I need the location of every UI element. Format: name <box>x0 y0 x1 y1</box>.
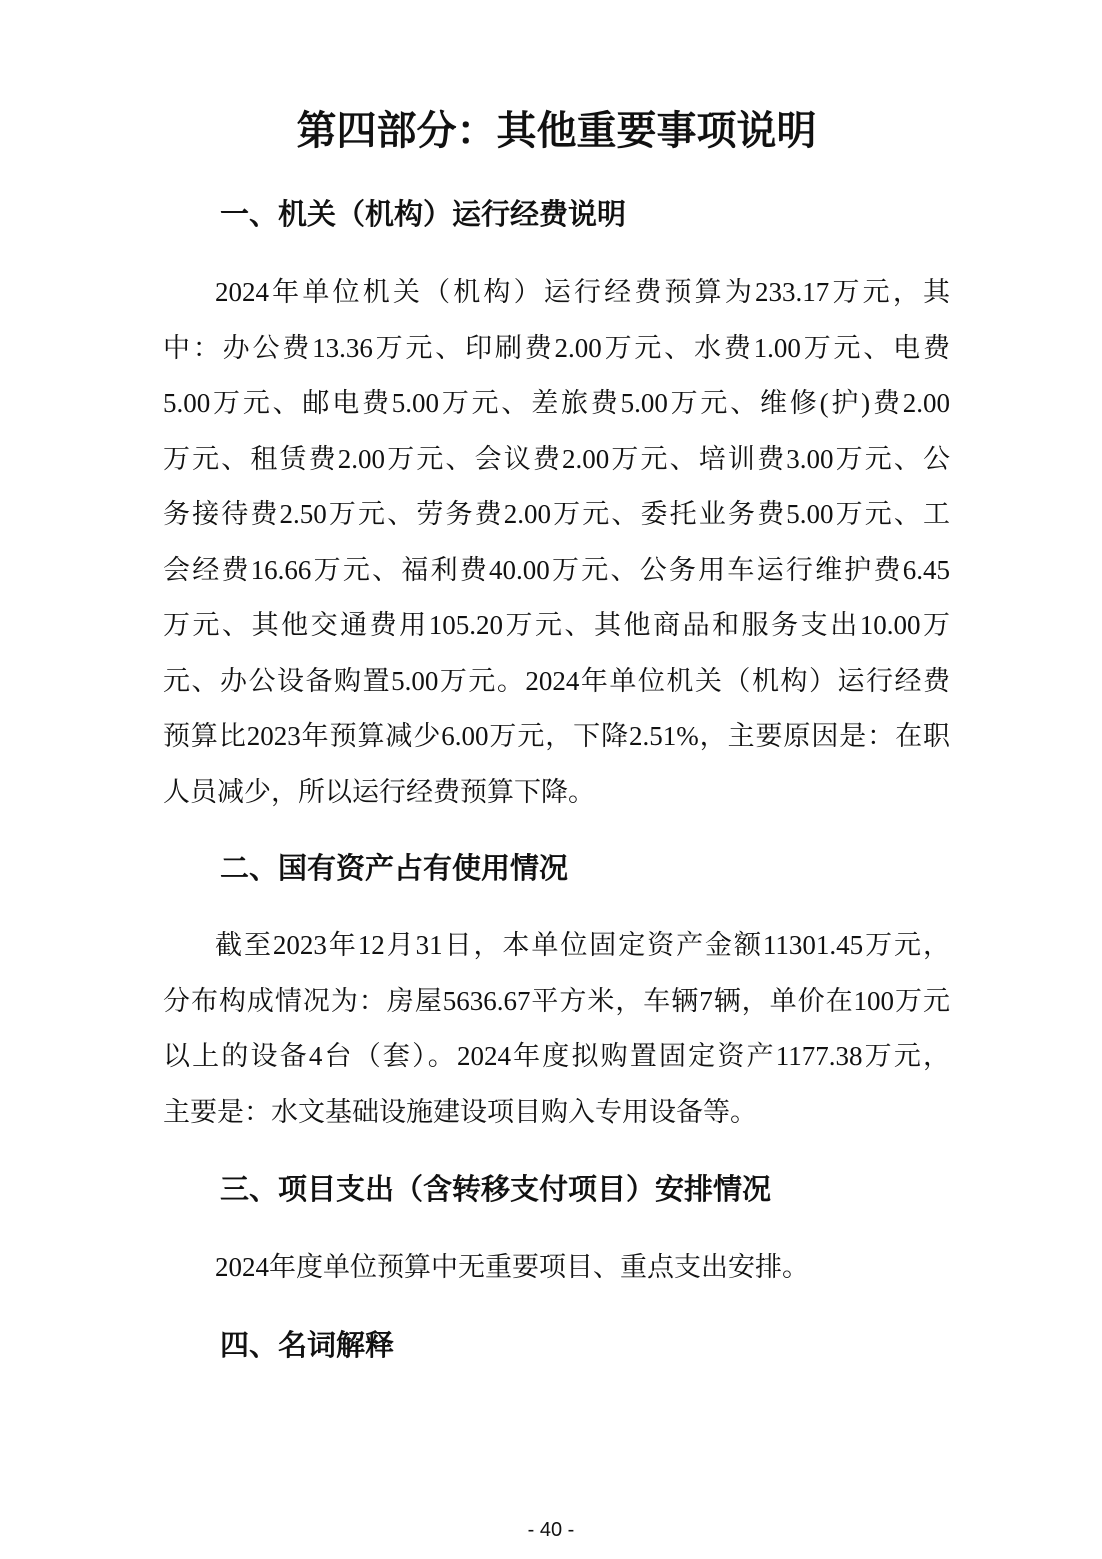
paragraph-line: 分布构成情况为：房屋5636.67平方米，车辆7辆，单价在100万元 <box>163 985 950 1016</box>
section-heading: 一、机关（机构）运行经费说明 <box>220 197 627 231</box>
paragraph <box>163 1240 950 1296</box>
paragraph-line: 5.00万元、邮电费5.00万元、差旅费5.00万元、维修(护)费2.00 <box>163 388 950 418</box>
paragraph-line: 务接待费2.50万元、劳务费2.00万元、委托业务费5.00万元、工 <box>163 499 950 529</box>
section-heading: 三、项目支出（含转移支付项目）安排情况 <box>220 1172 772 1206</box>
paragraph-line: 人员减少，所以运行经费预算下降。 <box>163 776 595 807</box>
paragraph-line: 2024年单位机关（机构）运行经费预算为233.17万元，其 <box>215 277 950 307</box>
section-heading: 二、国有资产占有使用情况 <box>220 851 569 885</box>
paragraph-line: 主要是：水文基础设施建设项目购入专用设备等。 <box>163 1096 757 1127</box>
paragraph-line: 截至2023年12月31日，本单位固定资产金额11301.45万元， <box>215 930 950 960</box>
page-title: 第四部分：其他重要事项说明 <box>296 108 817 154</box>
paragraph-line: 元、办公设备购置5.00万元。2024年单位机关（机构）运行经费 <box>163 665 950 696</box>
paragraph-line: 万元、其他交通费用105.20万元、其他商品和服务支出10.00万 <box>163 610 950 640</box>
section-heading: 四、名词解释 <box>220 1328 395 1362</box>
paragraph-line: 中：办公费13.36万元、印刷费2.00万元、水费1.00万元、电费 <box>163 332 950 363</box>
paragraph-line: 以上的设备4台（套）。2024年度拟购置固定资产1177.38万元， <box>163 1041 950 1071</box>
paragraph-line: 预算比2023年预算减少6.00万元，下降2.51%，主要原因是：在职 <box>163 721 950 751</box>
paragraph-line: 会经费16.66万元、福利费40.00万元、公务用车运行维护费6.45 <box>163 554 950 585</box>
paragraph-line: 万元、租赁费2.00万元、会议费2.00万元、培训费3.00万元、公 <box>163 443 950 474</box>
page-number: - 40 - <box>527 1519 575 1541</box>
paragraph <box>163 265 950 820</box>
paragraph <box>163 918 950 1140</box>
paragraph-line: 2024年度单位预算中无重要项目、重点支出安排。 <box>215 1252 809 1282</box>
